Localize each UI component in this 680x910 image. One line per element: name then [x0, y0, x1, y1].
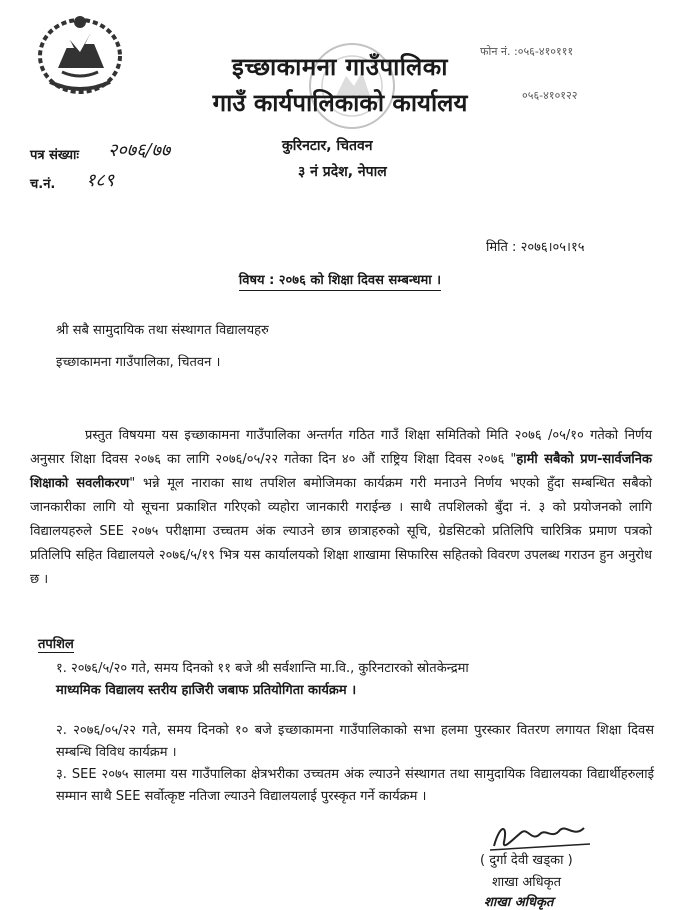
body-paragraph [30, 424, 652, 592]
tapashil-item-1-line-1: १. २०७६/५/२० गते, समय दिनको ११ बजे श्री सर्वशान्ति मा.वि., कुरिनटारको स्रोतकेन्द्रमा [56, 661, 469, 676]
phone-number-1: फोन नं. :०५६-४१०१११ [480, 45, 574, 58]
tapashil-item-3: ३. SEE २०७५ सालमा यस गाउँपालिका क्षेत्रभरीका उच्चतम अंक ल्याउने संस्थागत तथा सामुदायिक विद्यालयका विद्यार्थीहरुलाई सम्मान साथै SEE सर्वोत्कृष्ट नतिजा ल्याउने विद्यालयलाई पुरस्कृत गर्ने कार्यक्रम । [56, 767, 654, 804]
signatory-name: ( दुर्गा देवी खड्का ) [480, 853, 573, 868]
address-line-2: ३ नं प्रदेश, नेपाल [298, 164, 387, 180]
dispatch-number-value: १८९ [86, 170, 115, 191]
body-part-1: प्रस्तुत विषयमा यस इच्छाकामना गाउँपालिका अन्तर्गत गठित गाउँ शिक्षा समितिको मिति २०७६ /०५/१० गतेको निर्णय अनुसार शिक्षा दिवस २०७६ का लागि २०७६/०५/२२ गतेका दिन ४० औं राष्ट्रिय शिक्षा दिवस २०७६ " [30, 428, 652, 467]
subject-line [0, 270, 680, 288]
tapashil-heading [38, 634, 74, 652]
recipient-line-2: इच्छाकामना गाउँपालिका, चितवन । [56, 355, 221, 370]
reference-label: पत्र संख्याः [30, 148, 80, 163]
tapashil-item-1-line-2: माध्यमिक विद्यालय स्तरीय हाजिरी जबाफ प्रतियोगिता कार्यक्रम । [56, 683, 357, 698]
recipient-line-1: श्री सबै सामुदायिक तथा संस्थागत विद्यालयहरु [56, 323, 269, 338]
tapashil-item-1 [56, 658, 654, 702]
letter-body [30, 424, 652, 592]
address-line-1: कुरिनटार, चितवन [282, 138, 373, 154]
office-subtitle: गाउँ कार्यपालिकाको कार्यालय [212, 89, 468, 117]
letter-date: मिति : २०७६।०५।१५ [486, 240, 585, 255]
signatory-stamp: शाखा अधिकृत [484, 895, 554, 910]
office-name: इच्छाकामना गाउँपालिका [232, 53, 448, 81]
subject-text: विषय : २०७६ को शिक्षा दिवस सम्बन्धमा । [239, 273, 441, 291]
reference-value: २०७६/७७ [108, 140, 171, 161]
tapashil-heading-text: तपशिल [38, 637, 74, 652]
signatory-title: शाखा अधिकृत [492, 875, 562, 890]
dispatch-number-label: च.नं. [30, 177, 56, 192]
body-slogan: हामी सबैको प्रण-सार्वजनिक शिक्षाको सवलीकरण [30, 452, 652, 491]
tapashil-item-2: २. २०७६/०५/२२ गते, समय दिनको १० बजे इच्छाकामना गाउँपालिकाको सभा हलमा पुरस्कार वितरण लगायत शिक्षा दिवस सम्बन्धि विविध कार्यक्रम । [56, 723, 654, 760]
phone-number-2: ०५६-४१०१२२ [522, 89, 578, 102]
body-part-2: " भन्ने मूल नाराका साथ तपशिल बमोजिमका कार्यक्रम गरी मनाउने निर्णय भएको हुँदा सम्बन्धित सबैको जानकारीका लागि यो सूचना प्रकाशित गरिएको व्यहोरा जानकारी गराईन्छ । साथै तपशिलको बुँदा नं. ३ को प्रयोजनको लागि विद्यालयहरुले SEE २०७५ परीक्षामा उच्चतम अंक ल्याउने छात्र छात्राहरुको सूचि, ग्रेडसिटको प्रतिलिपि चारित्रिक प्रमाण पत्रको प्रतिलिपि सहित विद्यालयले २०७६/५/१९ भित्र यस कार्यालयको शिक्षा शाखामा सिफारिस सहितको विवरण उपलब्ध गराउन हुन अनुरोध छ । [30, 476, 652, 587]
